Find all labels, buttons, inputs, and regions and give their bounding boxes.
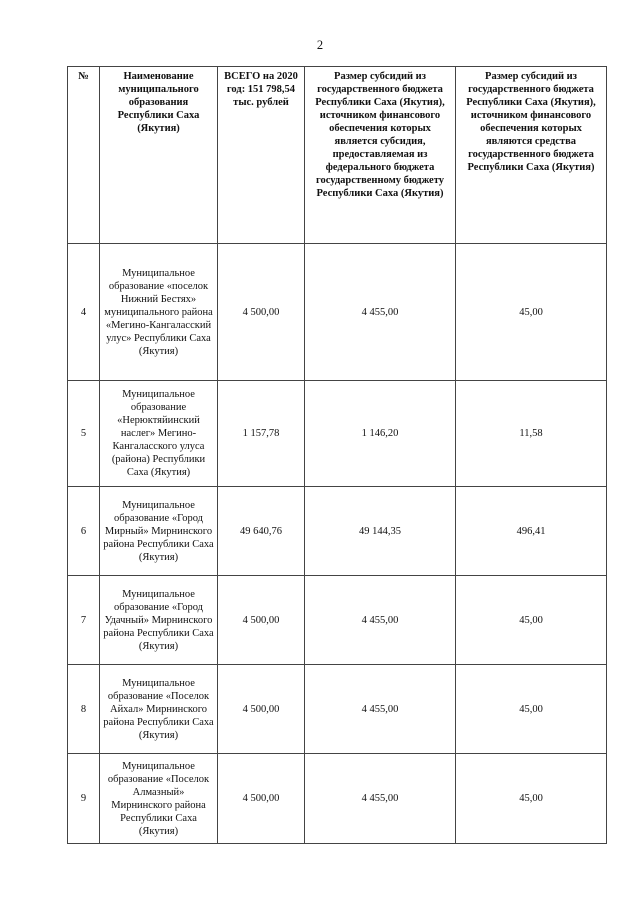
table-row	[68, 487, 607, 576]
row-number: 7	[68, 576, 100, 665]
row-federal-subsidy: 1 146,20	[305, 381, 456, 487]
row-republic-subsidy: 496,41	[456, 487, 607, 576]
row-republic-subsidy: 45,00	[456, 244, 607, 381]
table-row	[68, 244, 607, 381]
row-number: 6	[68, 487, 100, 576]
row-total: 4 500,00	[218, 244, 305, 381]
row-federal-subsidy: 4 455,00	[305, 665, 456, 754]
row-republic-subsidy: 11,58	[456, 381, 607, 487]
row-republic-subsidy: 45,00	[456, 754, 607, 844]
row-number: 4	[68, 244, 100, 381]
row-total: 49 640,76	[218, 487, 305, 576]
row-total: 4 500,00	[218, 665, 305, 754]
header-republic-subsidy: Размер субсидий из государственного бюджета Республики Саха (Якутия), источником финансового обеспечения которых являются средства государственного бюджета Республики Саха (Якутия)	[456, 67, 607, 244]
row-municipality-name: Муниципальное образование «Город Удачный» Мирнинского района Республики Саха (Якутия)	[100, 576, 218, 665]
row-municipality-name: Муниципальное образование «поселок Нижний Бестях» муниципального района «Мегино-Кангаласский улус» Республики Саха (Якутия)	[100, 244, 218, 381]
row-republic-subsidy: 45,00	[456, 665, 607, 754]
row-number: 8	[68, 665, 100, 754]
row-municipality-name: Муниципальное образование «Поселок Айхал» Мирнинского района Республики Саха (Якутия)	[100, 665, 218, 754]
page-number: 2	[316, 38, 324, 52]
row-number: 5	[68, 381, 100, 487]
row-total: 4 500,00	[218, 576, 305, 665]
header-municipality-name: Наименование муниципального образования Республики Саха (Якутия)	[100, 67, 218, 244]
table-row	[68, 754, 607, 844]
table-row	[68, 381, 607, 487]
row-municipality-name: Муниципальное образование «Нерюктяйинский наслег» Мегино-Кангаласского улуса (района) Республики Саха (Якутия)	[100, 381, 218, 487]
table-header-row	[68, 67, 607, 244]
row-republic-subsidy: 45,00	[456, 576, 607, 665]
table-row	[68, 576, 607, 665]
row-municipality-name: Муниципальное образование «Поселок Алмазный» Мирнинского района Республики Саха (Якутия)	[100, 754, 218, 844]
row-federal-subsidy: 4 455,00	[305, 576, 456, 665]
row-federal-subsidy: 4 455,00	[305, 244, 456, 381]
row-number: 9	[68, 754, 100, 844]
row-federal-subsidy: 49 144,35	[305, 487, 456, 576]
subsidy-table	[67, 66, 607, 844]
row-municipality-name: Муниципальное образование «Город Мирный» Мирнинского района Республики Саха (Якутия)	[100, 487, 218, 576]
header-number: №	[68, 67, 100, 244]
row-total: 4 500,00	[218, 754, 305, 844]
row-federal-subsidy: 4 455,00	[305, 754, 456, 844]
table-row	[68, 665, 607, 754]
header-total: ВСЕГО на 2020 год: 151 798,54 тыс. рублей	[218, 67, 305, 244]
header-federal-subsidy: Размер субсидий из государственного бюджета Республики Саха (Якутия), источником финансового обеспечения которых является субсидия, предоставляемая из федерального бюджета государственному бюджету Республики Саха (Якутия)	[305, 67, 456, 244]
row-total: 1 157,78	[218, 381, 305, 487]
